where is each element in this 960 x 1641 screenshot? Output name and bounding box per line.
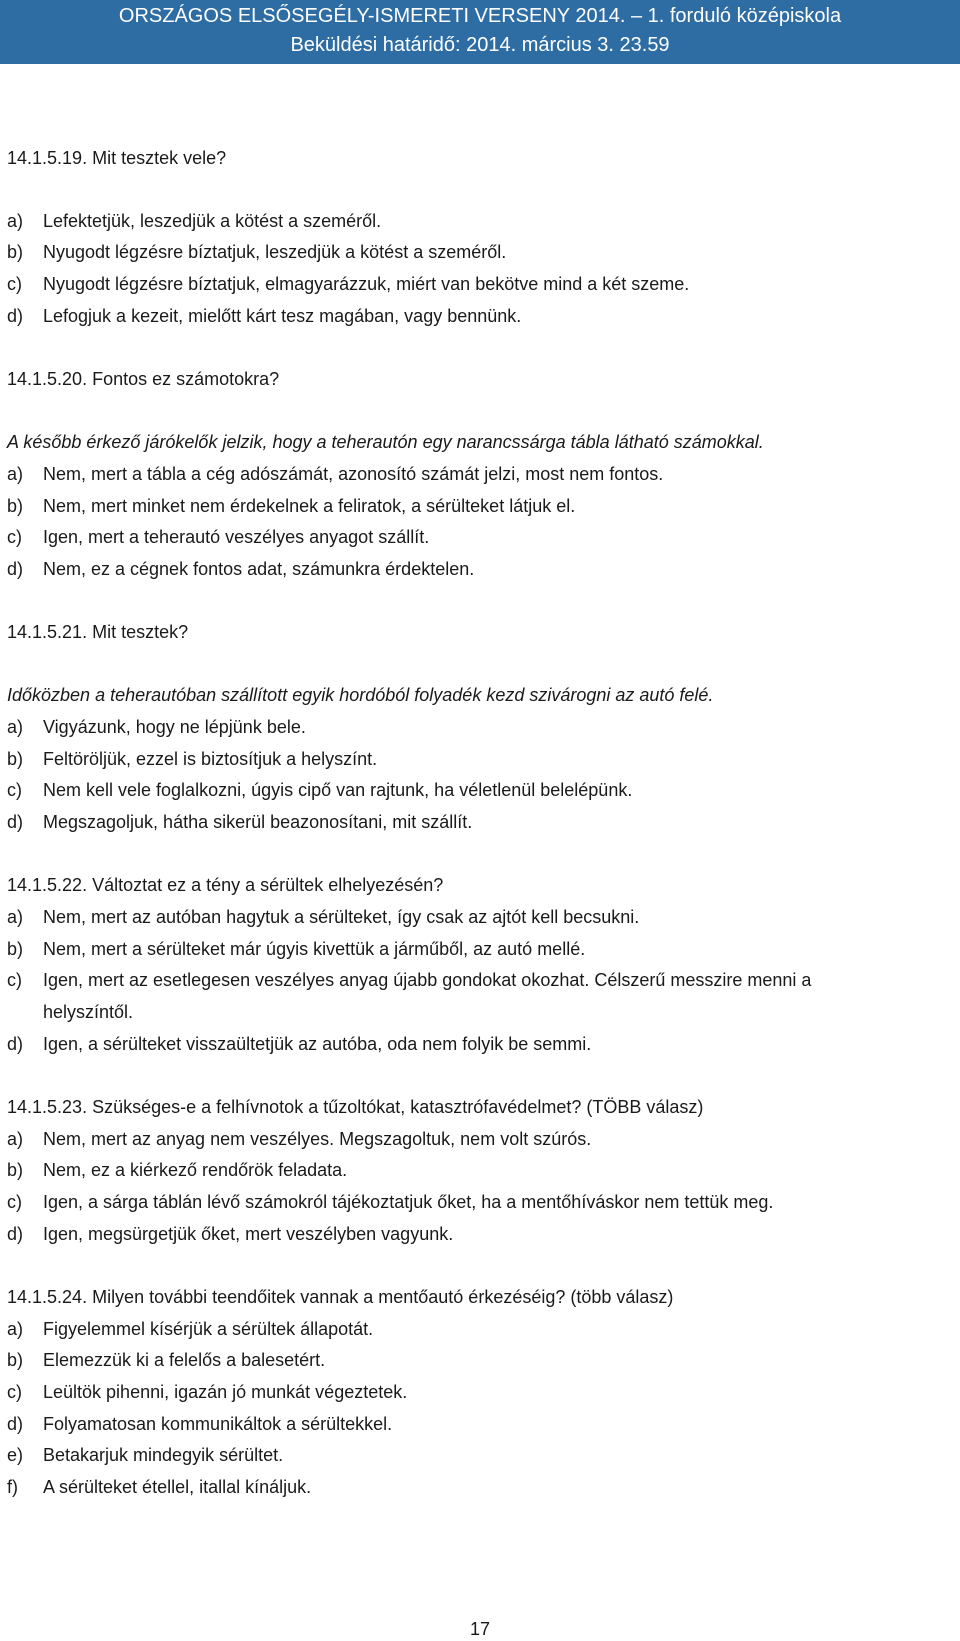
answer-option (7, 715, 306, 739)
option-text: Nem, mert a tábla a cég adószámát, azonosító számát jelzi, most nem fontos. (43, 464, 664, 484)
option-label: f) (7, 1477, 18, 1497)
option-label: a) (7, 717, 24, 737)
option-text: Lefektetjük, leszedjük a kötést a szeméről. (43, 211, 382, 231)
option-label: a) (7, 1319, 24, 1339)
question-title: 14.1.5.21. Mit tesztek? (7, 622, 189, 642)
option-label: d) (7, 812, 24, 832)
question-title: 14.1.5.20. Fontos ez számotokra? (7, 369, 280, 389)
option-text: Lefogjuk a kezeit, mielőtt kárt tesz magában, vagy bennünk. (43, 306, 522, 326)
answer-option (7, 272, 689, 296)
option-text: Folyamatosan kommunikáltok a sérültekkel. (43, 1414, 393, 1434)
answer-option (7, 1222, 453, 1246)
answer-option (7, 209, 381, 233)
answer-option (7, 304, 521, 328)
option-label: d) (7, 1224, 24, 1244)
option-text: Igen, a sárga táblán lévő számokról tájékoztatjuk őket, ha a mentőhíváskor nem tettük meg. (43, 1192, 774, 1212)
answer-option (7, 462, 663, 486)
page-number: 17 (469, 1619, 491, 1639)
option-label: c) (7, 970, 22, 990)
option-label: b) (7, 939, 24, 959)
question-scenario: A később érkező járókelők jelzik, hogy a teherautón egy narancssárga tábla látható számokkal. (7, 432, 764, 452)
option-text: Feltöröljük, ezzel is biztosítjuk a helyszínt. (43, 749, 378, 769)
option-text: helyszíntől. (43, 1002, 134, 1022)
question-title: 14.1.5.22. Változtat ez a tény a sérültek elhelyezésén? (7, 875, 444, 895)
option-text: Nem, mert az anyag nem veszélyes. Megszagoltuk, nem volt szúrós. (43, 1129, 592, 1149)
header-title: ORSZÁGOS ELSŐSEGÉLY-ISMERETI VERSENY 2014. – 1. forduló középiskola (118, 5, 842, 27)
option-text: Betakarjuk mindegyik sérültet. (43, 1445, 284, 1465)
option-label: d) (7, 1034, 24, 1054)
question-title: 14.1.5.19. Mit tesztek vele? (7, 148, 227, 168)
option-text: A sérülteket étellel, itallal kínáljuk. (43, 1477, 312, 1497)
answer-option (7, 240, 506, 264)
option-label: b) (7, 1160, 24, 1180)
answer-option (7, 1127, 591, 1151)
option-label: d) (7, 306, 24, 326)
option-label: b) (7, 1350, 24, 1370)
answer-option-continuation (7, 1000, 133, 1024)
option-text: Nem, mert a sérülteket már úgyis kivettük a járműből, az autó mellé. (43, 939, 586, 959)
option-text: Nem, ez a kiérkező rendőrök feladata. (43, 1160, 348, 1180)
option-label: c) (7, 1192, 22, 1212)
option-text: Figyelemmel kísérjük a sérültek állapotát. (43, 1319, 374, 1339)
option-text: Nem kell vele foglalkozni, úgyis cipő van rajtunk, ha véletlenül belelépünk. (43, 780, 633, 800)
option-label: d) (7, 1414, 24, 1434)
question-title: 14.1.5.24. Milyen további teendőitek vannak a mentőautó érkezéséig? (több válasz) (7, 1287, 674, 1307)
option-label: a) (7, 1129, 24, 1149)
option-text: Nyugodt légzésre bíztatjuk, elmagyarázzuk, miért van bekötve mind a két szeme. (43, 274, 690, 294)
option-label: b) (7, 496, 24, 516)
option-label: a) (7, 464, 24, 484)
answer-option (7, 1348, 325, 1372)
answer-option (7, 747, 377, 771)
option-text: Igen, a sérülteket visszaültetjük az autóba, oda nem folyik be semmi. (43, 1034, 592, 1054)
header-deadline: Beküldési határidő: 2014. március 3. 23.59 (290, 34, 670, 56)
option-text: Igen, megsürgetjük őket, mert veszélyben vagyunk. (43, 1224, 454, 1244)
option-text: Nem, ez a cégnek fontos adat, számunkra érdektelen. (43, 559, 475, 579)
option-text: Leültök pihenni, igazán jó munkát végeztetek. (43, 1382, 408, 1402)
option-label: b) (7, 242, 24, 262)
option-text: Nyugodt légzésre bíztatjuk, leszedjük a kötést a szeméről. (43, 242, 507, 262)
answer-option (7, 968, 811, 992)
option-label: a) (7, 907, 24, 927)
answer-option (7, 1412, 392, 1436)
question-scenario: Időközben a teherautóban szállított egyik hordóból folyadék kezd szivárogni az autó felé. (7, 685, 714, 705)
option-label: e) (7, 1445, 24, 1465)
answer-option (7, 1380, 407, 1404)
answer-option (7, 525, 429, 549)
answer-option (7, 1032, 591, 1056)
answer-option (7, 557, 474, 581)
option-text: Nem, mert az autóban hagytuk a sérülteket, így csak az ajtót kell becsukni. (43, 907, 640, 927)
option-label: b) (7, 749, 24, 769)
option-text: Megszagoljuk, hátha sikerül beazonosítani, mit szállít. (43, 812, 473, 832)
option-label: d) (7, 559, 24, 579)
answer-option (7, 494, 575, 518)
answer-option (7, 1443, 283, 1467)
question-title: 14.1.5.23. Szükséges-e a felhívnotok a tűzoltókat, katasztrófavédelmet? (TÖBB válasz) (7, 1097, 704, 1117)
option-label: c) (7, 1382, 22, 1402)
answer-option (7, 778, 632, 802)
option-text: Nem, mert minket nem érdekelnek a feliratok, a sérülteket látjuk el. (43, 496, 576, 516)
option-label: c) (7, 780, 22, 800)
answer-option (7, 937, 585, 961)
answer-option (7, 1158, 347, 1182)
option-text: Igen, mert az esetlegesen veszélyes anyag újabb gondokat okozhat. Célszerű messzire menni a (43, 970, 812, 990)
option-text: Elemezzük ki a felelős a balesetért. (43, 1350, 326, 1370)
answer-option (7, 1190, 773, 1214)
option-label: c) (7, 527, 22, 547)
option-text: Igen, mert a teherautó veszélyes anyagot szállít. (43, 527, 430, 547)
answer-option (7, 1317, 373, 1341)
page-header (0, 0, 960, 64)
option-label: a) (7, 211, 24, 231)
answer-option (7, 1475, 311, 1499)
option-label: c) (7, 274, 22, 294)
answer-option (7, 905, 639, 929)
answer-option (7, 810, 472, 834)
option-text: Vigyázunk, hogy ne lépjünk bele. (43, 717, 306, 737)
